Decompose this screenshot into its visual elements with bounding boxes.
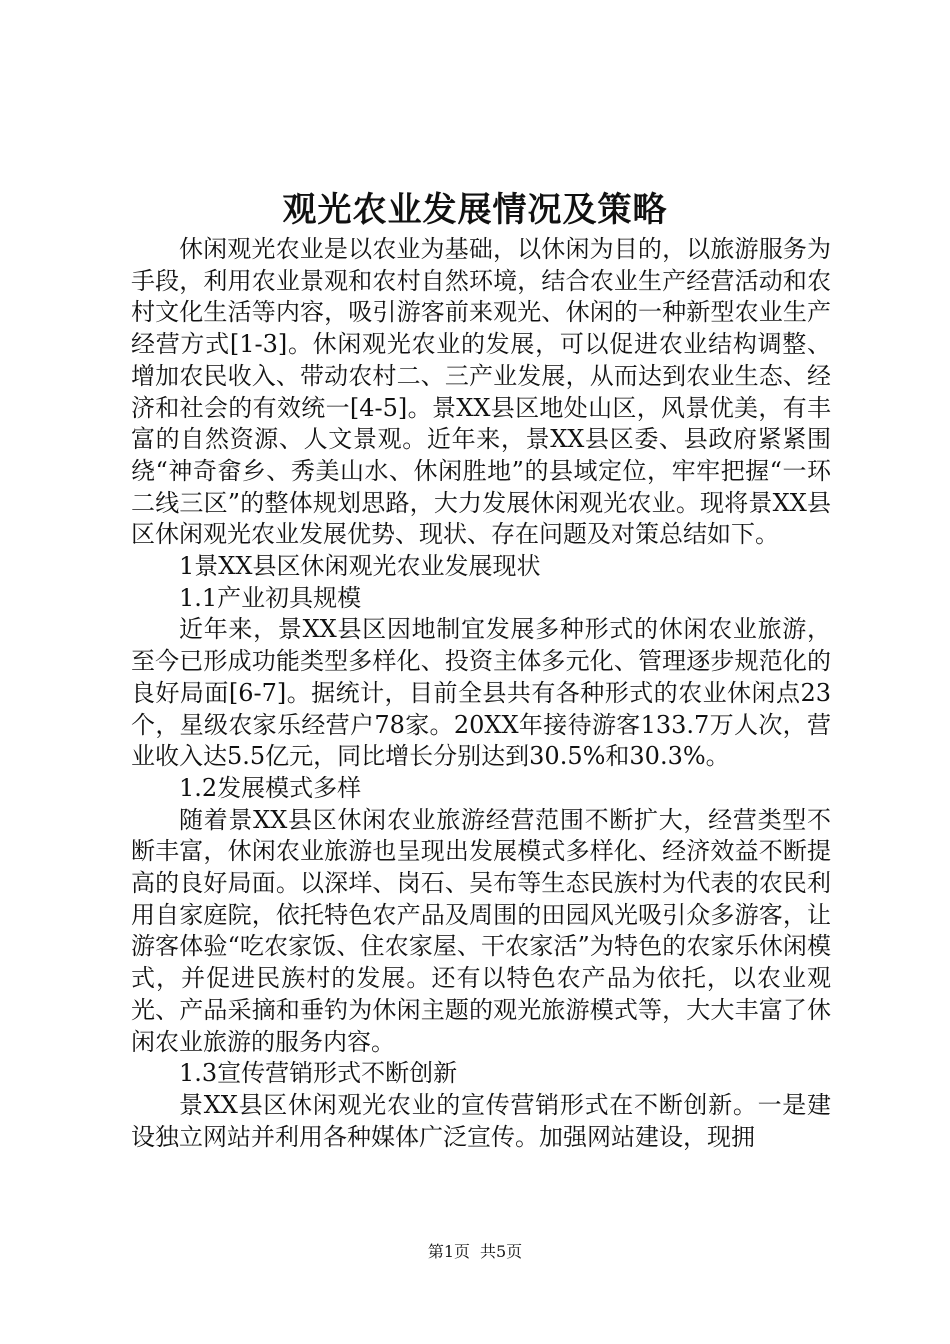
subsection-heading-1-2: 1.2发展模式多样 <box>179 773 362 802</box>
page-total: 共5页 <box>480 1242 523 1261</box>
section-heading-1: 1景XX县区休闲观光农业发展现状 <box>179 552 541 581</box>
page-number: 第1页 <box>427 1242 470 1261</box>
subsection-heading-1-1: 1.1产业初具规模 <box>179 583 362 612</box>
subsection-heading-1-3: 1.3宣传营销形式不断创新 <box>179 1059 458 1088</box>
document-title: 观光农业发展情况及策略 <box>282 190 668 230</box>
paragraph-1-1: 近年来，景XX县区因地制宜发展多种形式的休闲农业旅游，至今已形成功能类型多样化、投资主体多元化、管理逐步规范化的良好局面[6-7]。据统计，目前全县共有各种形式的农业休闲点23个，星级农家乐经营户78家。20XX年接待游客133.7万人次，营业收入达5.5亿元，同比增长分别达到30.5%和30.3%。 <box>131 615 831 771</box>
page-footer <box>0 1240 950 1264</box>
intro-paragraph: 休闲观光农业是以农业为基础，以休闲为目的，以旅游服务为手段，利用农业景观和农村自然环境，结合农业生产经营活动和农村文化生活等内容，吸引游客前来观光、休闲的一种新型农业生产经营方式[1-3]。休闲观光农业的发展，可以促进农业结构调整、增加农民收入、带动农村二、三产业发展，从而达到农业生态、经济和社会的有效统一[4-5]。景XX县区地处山区，风景优美，有丰富的自然资源、人文景观。近年来，景XX县区委、县政府紧紧围绕“神奇畲乡、秀美山水、休闲胜地”的县域定位，牢牢把握“一环二线三区”的整体规划思路，大力发展休闲观光农业。现将景XX县区休闲观光农业发展优势、现状、存在问题及对策总结如下。 <box>131 235 831 549</box>
paragraph-1-2: 随着景XX县区休闲农业旅游经营范围不断扩大，经营类型不断丰富，休闲农业旅游也呈现出发展模式多样化、经济效益不断提高的良好局面。以深垟、岗石、吴布等生态民族村为代表的农民利用自家庭院，依托特色农产品及周围的田园风光吸引众多游客，让游客体验“吃农家饭、住农家屋、干农家活”为特色的农家乐休闲模式，并促进民族村的发展。还有以特色农产品为依托，以农业观光、产品采摘和垂钓为休闲主题的观光旅游模式等，大大丰富了休闲农业旅游的服务内容。 <box>131 805 831 1056</box>
document-body <box>131 234 831 1153</box>
paragraph-1-3: 景XX县区休闲观光农业的宣传营销形式在不断创新。一是建设独立网站并利用各种媒体广泛宣传。加强网站建设，现拥 <box>131 1090 831 1151</box>
